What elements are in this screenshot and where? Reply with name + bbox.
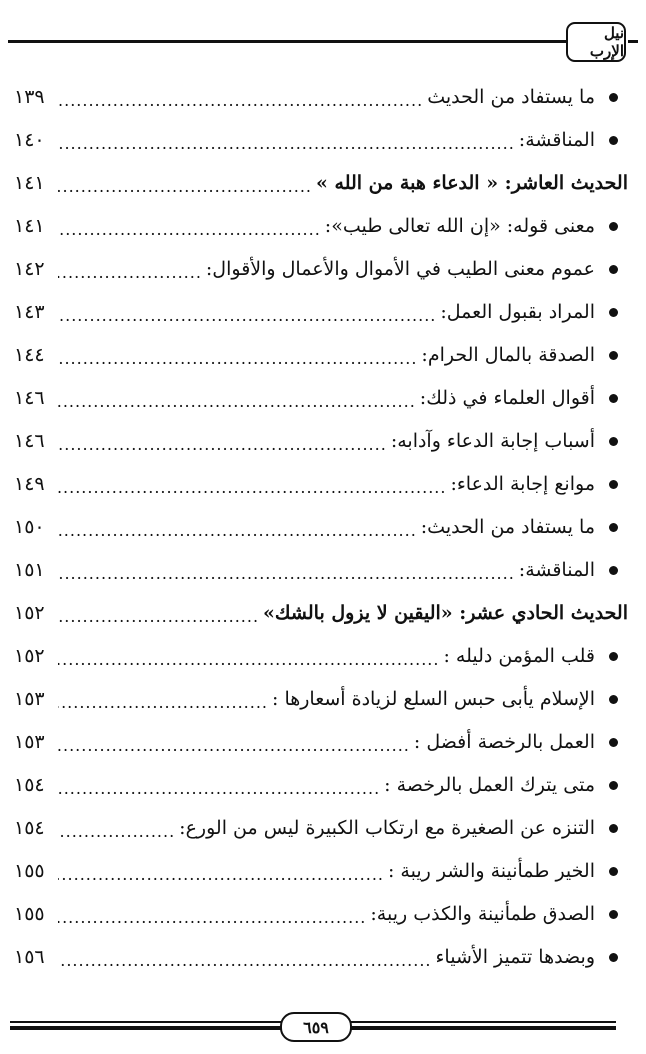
toc-page-number: ١٥٦	[14, 946, 45, 968]
toc-page-number: ١٤١	[14, 172, 45, 194]
toc-entry	[14, 463, 628, 506]
toc-entry	[14, 291, 628, 334]
dot-leader	[58, 865, 384, 884]
toc-entry	[14, 420, 628, 463]
toc-section-heading	[14, 162, 628, 205]
toc-page-number: ١٤٦	[14, 430, 45, 452]
page-number-badge	[280, 1012, 352, 1042]
page-footer	[10, 1012, 616, 1042]
toc-entry-label: عموم معنى الطيب في الأموال والأعمال والأقوال:	[205, 258, 595, 280]
toc-entry	[14, 764, 628, 807]
toc-entry-label: الصدق طمأنينة والكذب ريبة:	[370, 903, 595, 925]
bullet-icon	[609, 566, 618, 575]
dot-leader	[58, 822, 175, 841]
dot-leader	[58, 177, 312, 196]
toc-entry-label: الخير طمأنينة والشر ريبة :	[387, 860, 595, 882]
toc-entry	[14, 807, 628, 850]
bullet-icon	[609, 351, 618, 360]
dot-leader	[58, 91, 423, 110]
toc-entry-label: ما يستفاد من الحديث	[427, 86, 595, 108]
toc-entry	[14, 119, 628, 162]
toc-entry-label: أقوال العلماء في ذلك:	[419, 387, 595, 409]
toc-page-number: ١٤٦	[14, 387, 45, 409]
dot-leader	[58, 306, 436, 325]
dot-leader	[58, 693, 268, 712]
toc-entry-label: متى يترك العمل بالرخصة :	[384, 774, 595, 796]
toc-entry-label: ما يستفاد من الحديث:	[420, 516, 595, 538]
header-rule-end	[628, 40, 638, 43]
toc-entry-label: أسباب إجابة الدعاء وآدابه:	[390, 430, 595, 452]
bullet-icon	[609, 695, 618, 704]
toc-page-number: ١٤٣	[14, 301, 45, 323]
toc-page-number: ١٤٤	[14, 344, 45, 366]
toc-entry-label: الحديث الحادي عشر: «اليقين لا يزول بالشك»	[263, 602, 628, 624]
toc-page-number: ١٥١	[14, 559, 45, 581]
toc-entry	[14, 506, 628, 549]
header-rule	[8, 40, 576, 43]
bullet-icon	[609, 738, 618, 747]
dot-leader	[58, 521, 417, 540]
toc-entry	[14, 893, 628, 936]
toc-page-number: ١٥٢	[14, 602, 45, 624]
bullet-icon	[609, 953, 618, 962]
toc-page-number: ١٥٤	[14, 774, 45, 796]
bullet-icon	[609, 93, 618, 102]
toc-entry-label: موانع إجابة الدعاء:	[450, 473, 595, 495]
toc-page-number: ١٥٤	[14, 817, 45, 839]
toc-entry-label: المناقشة:	[518, 129, 595, 151]
bullet-icon	[609, 824, 618, 833]
bullet-icon	[609, 308, 618, 317]
toc-entry-label: الحديث العاشر: « الدعاء هبة من الله »	[316, 172, 628, 194]
bullet-icon	[609, 265, 618, 274]
toc-entry	[14, 248, 628, 291]
toc-page-number: ١٥٥	[14, 860, 45, 882]
toc-page-number: ١٤٢	[14, 258, 45, 280]
toc-entry	[14, 635, 628, 678]
dot-leader	[58, 607, 259, 626]
toc-page-number: ١٥٥	[14, 903, 45, 925]
toc-entry	[14, 850, 628, 893]
dot-leader	[58, 951, 431, 970]
toc-entry	[14, 334, 628, 377]
toc-entry	[14, 549, 628, 592]
dot-leader	[58, 392, 416, 411]
bullet-icon	[609, 480, 618, 489]
dot-leader	[58, 263, 202, 282]
toc-page-number: ١٣٩	[14, 86, 45, 108]
dot-leader	[58, 220, 321, 239]
toc-page-number: ١٤٠	[14, 129, 45, 151]
bullet-icon	[609, 781, 618, 790]
toc-entry-label: العمل بالرخصة أفضل :	[413, 731, 595, 753]
toc-entry-label: المناقشة:	[518, 559, 595, 581]
dot-leader	[58, 478, 446, 497]
bullet-icon	[609, 136, 618, 145]
toc-entry-label: التنزه عن الصغيرة مع ارتكاب الكبيرة ليس من الورع:	[179, 817, 595, 839]
toc-entry	[14, 721, 628, 764]
page-header	[8, 18, 638, 64]
dot-leader	[58, 564, 515, 583]
toc-page-number: ١٤١	[14, 215, 45, 237]
bullet-icon	[609, 437, 618, 446]
dot-leader	[58, 908, 366, 927]
toc-entry-label: الصدقة بالمال الحرام:	[421, 344, 595, 366]
toc-page-number: ١٥٣	[14, 688, 45, 710]
bullet-icon	[609, 394, 618, 403]
toc-entry	[14, 936, 628, 979]
toc-page-number: ١٥٣	[14, 731, 45, 753]
bullet-icon	[609, 222, 618, 231]
toc-page-number: ١٥٠	[14, 516, 45, 538]
dot-leader	[58, 779, 380, 798]
bullet-icon	[609, 867, 618, 876]
toc-page-number: ١٤٩	[14, 473, 45, 495]
book-title: نيل الإرب	[589, 24, 624, 60]
bullet-icon	[609, 910, 618, 919]
bullet-icon	[609, 652, 618, 661]
table-of-contents	[14, 76, 628, 979]
page-number: ٦٥٩	[303, 1017, 329, 1037]
toc-entry-label: الإسلام يأبى حبس السلع لزيادة أسعارها :	[272, 688, 595, 710]
dot-leader	[58, 435, 387, 454]
book-title-tab	[566, 22, 626, 62]
toc-entry-label: المراد بقبول العمل:	[440, 301, 595, 323]
dot-leader	[58, 349, 417, 368]
toc-section-heading	[14, 592, 628, 635]
toc-entry	[14, 76, 628, 119]
dot-leader	[58, 736, 410, 755]
toc-entry	[14, 205, 628, 248]
dot-leader	[58, 650, 439, 669]
dot-leader	[58, 134, 515, 153]
bullet-icon	[609, 523, 618, 532]
toc-page-number: ١٥٢	[14, 645, 45, 667]
toc-entry-label: معنى قوله: «إن الله تعالى طيب»:	[324, 215, 595, 237]
toc-entry-label: وبضدها تتميز الأشياء	[435, 946, 595, 968]
toc-entry-label: قلب المؤمن دليله :	[443, 645, 595, 667]
toc-entry	[14, 377, 628, 420]
toc-entry	[14, 678, 628, 721]
